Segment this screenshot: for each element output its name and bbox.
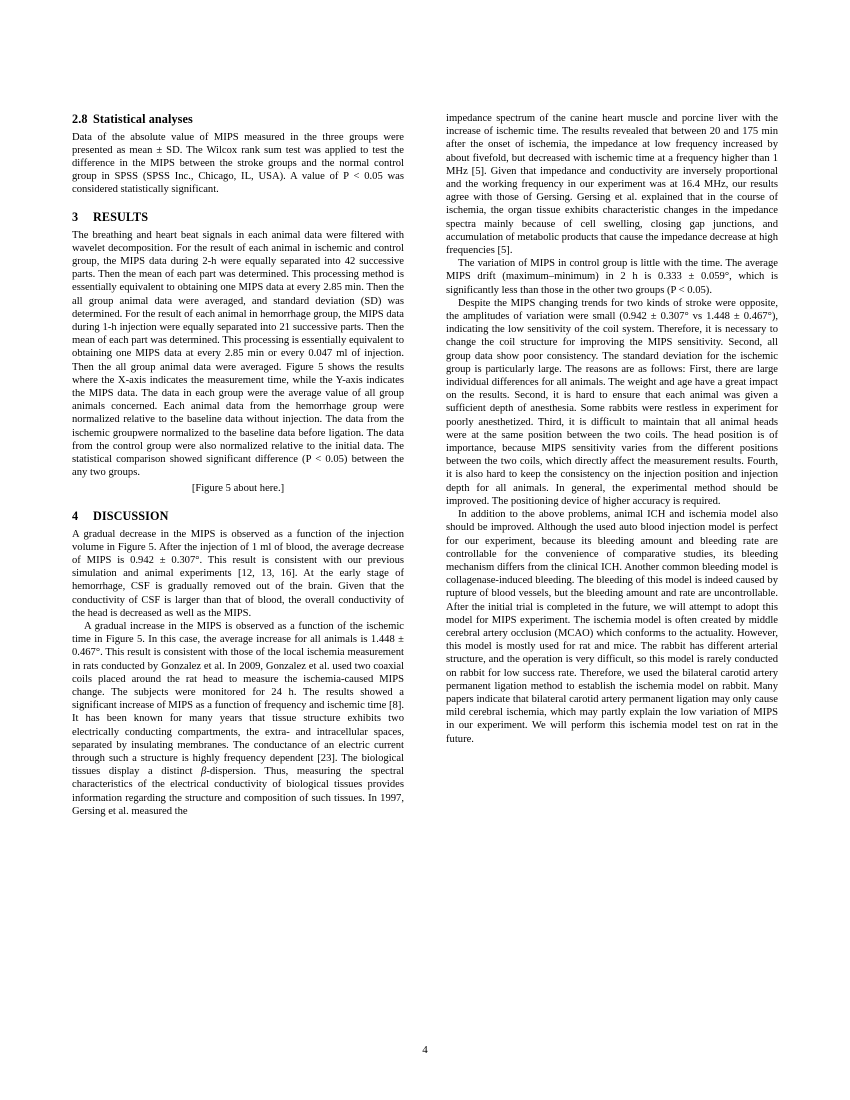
page-number: 4: [422, 1044, 428, 1056]
paragraph: Despite the MIPS changing trends for two kinds of stroke were opposite, the amplitudes of variation were small (0.942 ± 0.307° vs 1.448 ± 0.467°), indicating the low sensitivity of the coil system. Therefore, it is necessary to change the coil structure for improving the MIPS sensitivity. Second, all group data show poor consistency. The standard deviation for the ischemic group is particularly large. The reasons are as follows: First, there are large individual differences for all animals. The weight and age have a great impact on the results. Second, it is hard to ensure that each animal was given a sufficient depth of anesthesia. Some rabbits were restless in experiment for poorly anesthetized. Third, it is difficult to maintain that all animal heads were at the same position between the two coils. The head position is of importance, because MIPS sensitivity varies from the different positions between the two coils, which directly affect the measurement results. Fourth, it is also hard to keep the consistency on the injection position and injection depth for all animals. In general, the experimental method should be improved. The positioning device of higher accuracy is required.: [446, 297, 778, 507]
section-title: DISCUSSION: [93, 509, 169, 524]
paragraph: impedance spectrum of the canine heart muscle and porcine liver with the increase of ischemic time. The results revealed that between 20 and 175 min after the onset of ischemia, the impedance at low frequency increased by about fivefold, but decreased with ischemic time at a frequency higher than 1 MHz [5]. Given that impedance and conductivity are inversely proportional and the working frequency in our experiment was at 16.4 MHz, our results agree with those of Gersing. Gersing et al. explained that in the course of ischemia, the organ tissue exhibits characteristic changes in the impedance spectra mainly because of cell swelling, closing gap junctions, and accumulation of metabolic products that cause the impedance decrease at high frequencies [5].: [446, 113, 778, 257]
section-heading-4-discussion: [72, 509, 404, 523]
section-heading-3-results: [72, 210, 404, 224]
beta-symbol: β: [201, 766, 207, 778]
section-spacer: [72, 197, 404, 211]
figure-placement-note: [Figure 5 about here.]: [191, 483, 285, 495]
paragraph: Data of the absolute value of MIPS measured in the three groups were presented as mean ± SD. The Wilcox rank sum test was applied to test the difference in the MIPS between the stroke groups and the normal control group in SPSS (SPSS Inc., Chicago, IL, USA). A value of P < 0.05 was considered statistically significant.: [72, 131, 404, 196]
paragraph: The breathing and heart beat signals in each animal data were filtered with wavelet decomposition. For the result of each animal in ischemic and control group, the MIPS data during 2-h were equally separated into 42 successive parts. Then the mean of each part was determined. This processing method is essentially equivalent to obtaining one MIPS data at every 2.85 min. Then the all group animal data were averaged, and standard deviation (SD) was determined. For the result of each animal in hemorrhage group, the MIPS data during 1-h injection were equally separated into 21 successive parts. Then the mean of each part was determined. This processing is essentially equivalent to obtaining one MIPS data at every 2.85 min or every 0.047 ml of injection. Then the all group animal data were averaged. Figure 5 shows the results where the X-axis indicates the measurement time, while the Y-axis indicates the MIPS data. The data in each group were the average value of all group animals concerned. Each animal data from the hemorrhage group were normalized relative to the baseline data without injection. The data from the ischemic groupwere normalized to the baseline data before ligation. The data from the control group were also normalized relative to the initial data. The statistical comparison showed significant difference (P < 0.05) between the any two groups.: [72, 229, 404, 479]
section-title: RESULTS: [93, 210, 149, 225]
paragraph: A gradual decrease in the MIPS is observed as a function of the injection volume in Figure 5. After the injection of 1 ml of blood, the average decrease of MIPS is 0.942 ± 0.307°. This result is consistent with our previous simulation and animal experiments [12, 13, 16]. At the early stage of hemorrhage, CSF is gradually removed out of the brain. Given that the conductivity of CSF is larger than that of blood, the overall conductivity of the head is decreased as well as the MIPS.: [72, 528, 404, 619]
section-number: 3: [72, 210, 79, 225]
paragraph: In addition to the above problems, animal ICH and ischemia model also should be improved. Although the used auto blood injection model is perfect for our experiment, because its bleeding amount and bleeding rate are controllable for the convenience of comparative studies, its bleeding mechanism differs from the clinical ICH. Another common bleeding model is collagenase-induced bleeding. The bleeding of this model is indeed caused by rupture of blood vessels, but the bleeding amount and rate are uncontrollable. After the initial trial is completed in the future, we will attempt to adopt this model for MIPS experiment. The ischemia model is often created by middle cerebral artery occlusion (MCAO) which conforms to the actuality. However, this model is mostly used for rat and mice. The rabbit has different arterial structure, and the operation is very difficult, so this model is rarely conducted on rabbit for low success rate. Therefore, we used the bilateral carotid artery permanent ligation method to establish the ischemia model on rabbit. Many papers indicate that bilateral carotid artery permanent ligation may only cause mild cerebral ischemia, which may partly explain the low variation of MIPS in our experiment. We will perform this ischemia model test on rat in the future.: [446, 509, 778, 745]
section-heading-2-8: [72, 112, 404, 126]
two-column-body: [72, 112, 778, 818]
paragraph: The variation of MIPS in control group is little with the time. The average MIPS drift (maximum–minimum) in 2 h is 0.333 ± 0.059°, which is significantly less than those in the other two groups (P < 0.05).: [446, 258, 778, 296]
section-number: 2.8: [72, 112, 88, 126]
section-number: 4: [72, 509, 79, 524]
section-title: Statistical analyses: [93, 112, 193, 126]
left-column: [72, 112, 404, 818]
paragraph: A gradual increase in the MIPS is observed as a function of the ischemic time in Figure 5. In this case, the average increase for all animals is 1.448 ± 0.467°. This result is consistent with those of the local ischemia measurement in rats conducted by Gonzalez et al. In 2009, Gonzalez et al. used two coaxial coils placed around the rat head to measure the ischemia-caused MIPS change. The subjects were monitored for 24 h. The results showed a significant increase of MIPS as a function of frequency and ischemic time [8]. It has been known for many years that tissue structure exhibits two electrically conducting compartments, the extra- and intracellular spaces, separated by insulating membranes. The conductance of an electric current through such a structure is highly frequency dependent [23]. The biological tissues display a distinct β-dispersion. Thus, measuring the spectral characteristics of the electrical conductivity of biological tissues provides information regarding the structure and composition of such tissues. In 1997, Gersing et al. measured the: [72, 621, 404, 817]
right-column: [446, 112, 778, 818]
section-spacer: [72, 496, 404, 510]
